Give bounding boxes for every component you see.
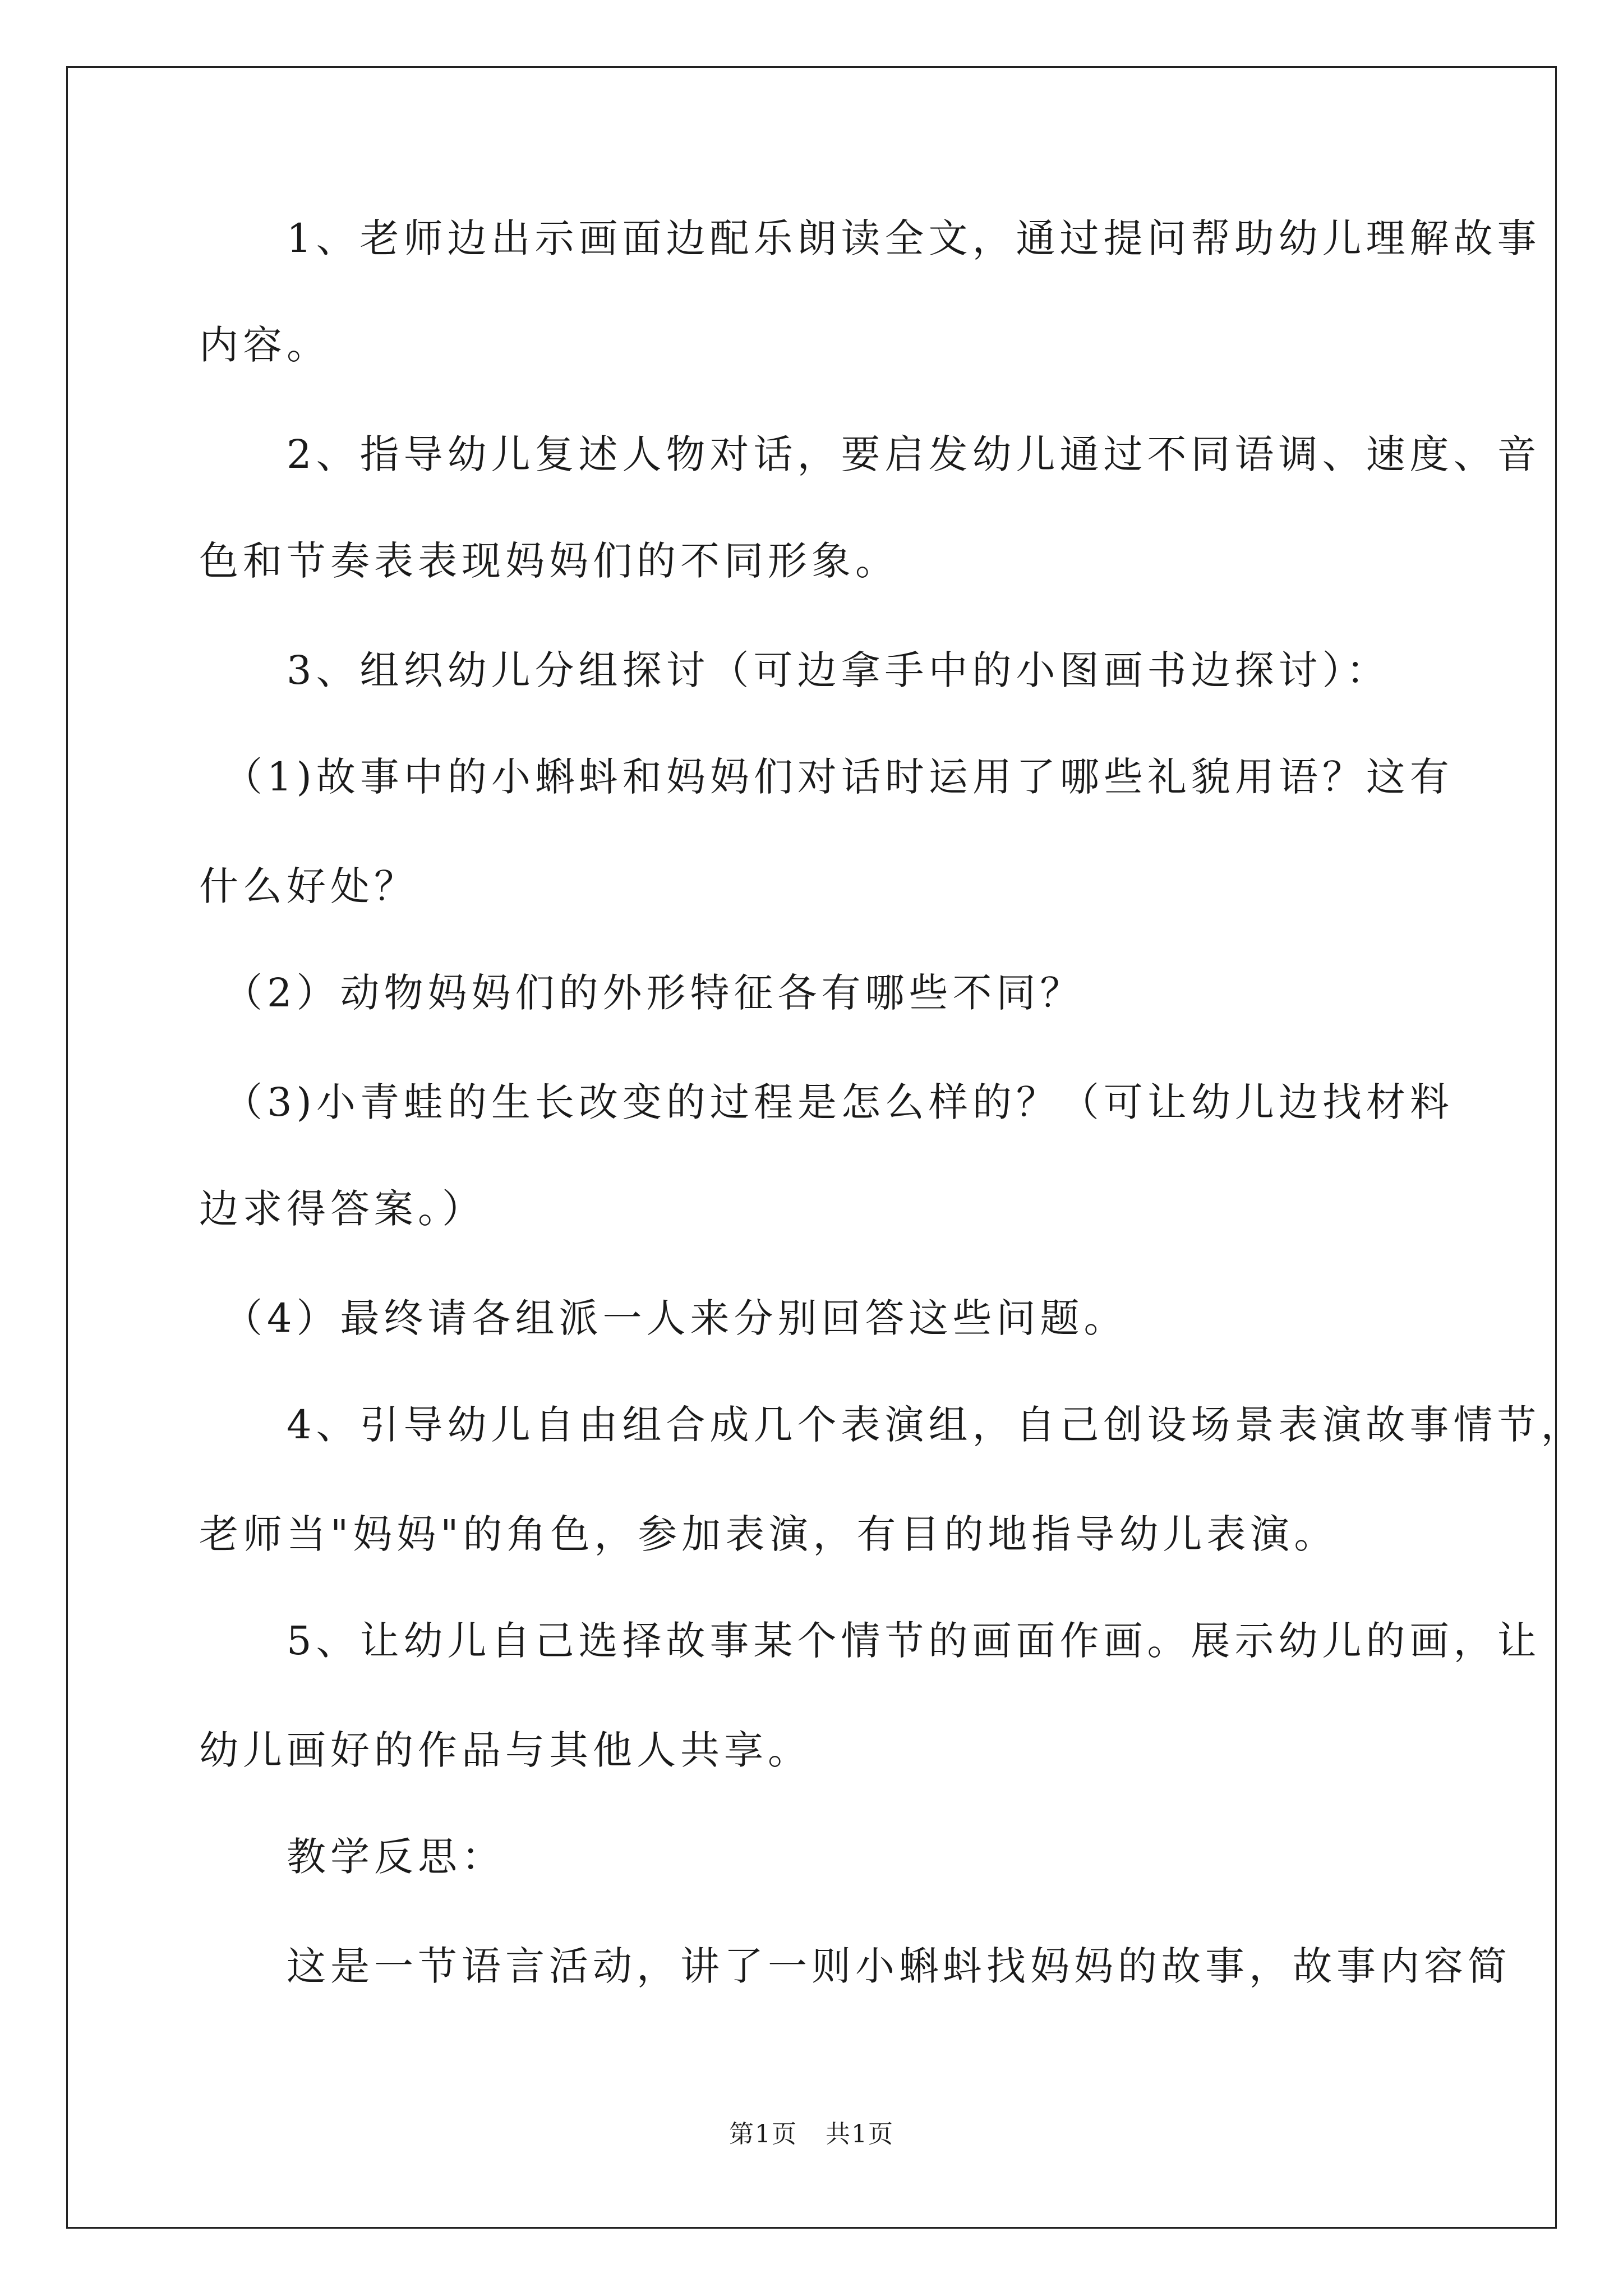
paragraph-line: 什么好处？ bbox=[199, 863, 418, 909]
paragraph-line: 5、让幼儿自己选择故事某个情节的画面作画。展示幼儿的画，让 bbox=[199, 1618, 1541, 1664]
paragraph-line: 老师当"妈妈"的角色，参加表演，有目的地指导幼儿表演。 bbox=[199, 1511, 1338, 1557]
paragraph-line: 边求得答案。） bbox=[199, 1186, 486, 1232]
page-footer bbox=[0, 2118, 1623, 2151]
page-number-current: 第1页 bbox=[729, 2120, 797, 2148]
paragraph-line: 色和节奏表表现妈妈们的不同形象。 bbox=[199, 538, 899, 584]
paragraph-line: 内容。 bbox=[199, 322, 330, 368]
paragraph-line: （4）最终请各组派一人来分别回答这些问题。 bbox=[199, 1295, 1128, 1341]
page-number-total: 共1页 bbox=[826, 2120, 894, 2148]
paragraph-line: 3、组织幼儿分组探讨（可边拿手中的小图画书边探讨）： bbox=[199, 647, 1390, 693]
paragraph-line: 2、指导幼儿复述人物对话，要启发幼儿通过不同语调、速度、音 bbox=[199, 431, 1541, 477]
paragraph-line: 1、老师边出示画面边配乐朗读全文，通过提问帮助幼儿理解故事 bbox=[199, 215, 1541, 261]
paragraph-line: （3)小青蛙的生长改变的过程是怎么样的？（可让幼儿边找材料 bbox=[199, 1079, 1454, 1125]
paragraph-line: 这是一节语言活动，讲了一则小蝌蚪找妈妈的故事，故事内容简 bbox=[199, 1943, 1511, 1989]
paragraph-line: 教学反思： bbox=[199, 1834, 505, 1880]
paragraph-line: 4、引导幼儿自由组合成几个表演组，自己创设场景表演故事情节， bbox=[199, 1402, 1585, 1448]
paragraph-line: （2）动物妈妈们的外形特征各有哪些不同？ bbox=[199, 970, 1084, 1016]
paragraph-line: 幼儿画好的作品与其他人共享。 bbox=[199, 1727, 811, 1773]
page-border bbox=[66, 66, 1557, 2229]
paragraph-line: （1)故事中的小蝌蚪和妈妈们对话时运用了哪些礼貌用语？这有 bbox=[199, 754, 1454, 800]
